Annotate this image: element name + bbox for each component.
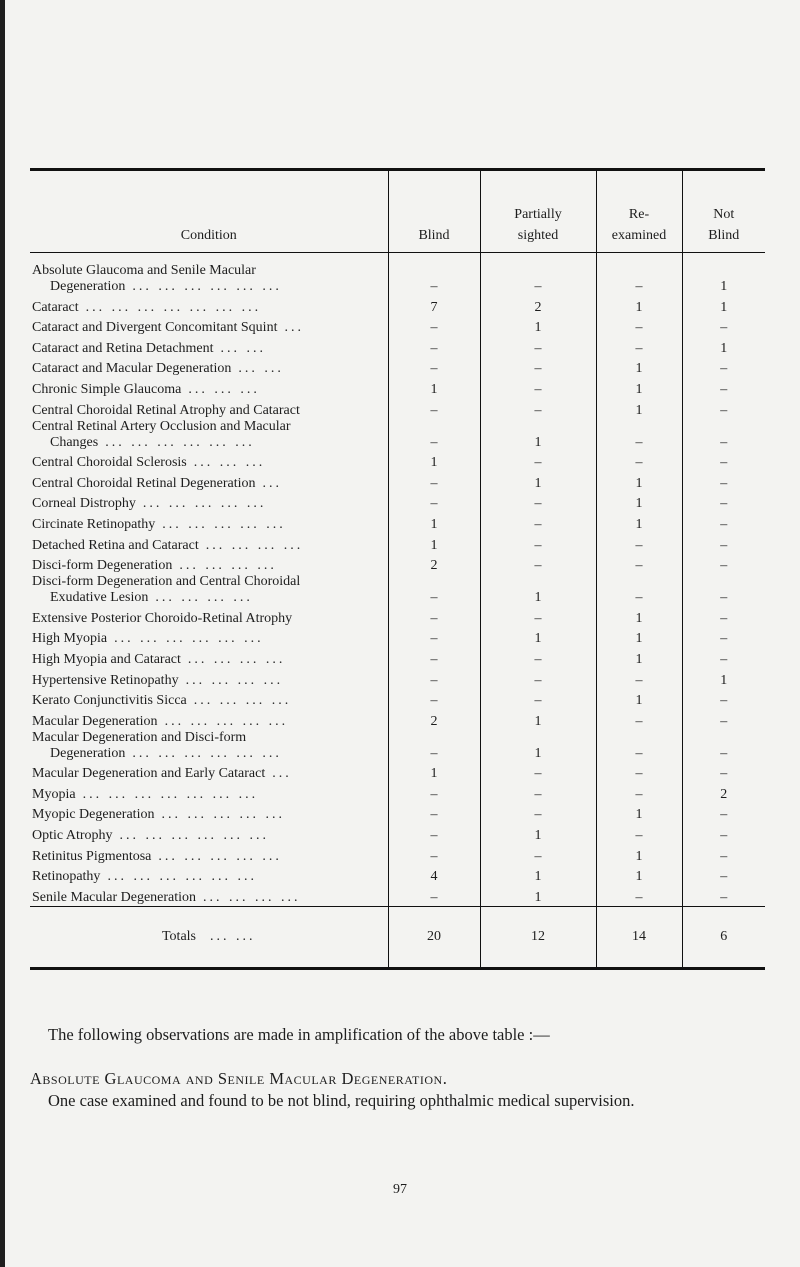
reexamined-cell: – — [596, 451, 682, 472]
table-row — [30, 357, 765, 378]
blind-cell: – — [388, 471, 480, 492]
leader-dots: ... — [272, 766, 292, 782]
header-blind: Blind — [388, 171, 480, 253]
not-blind-cell: – — [682, 865, 765, 886]
table-body — [30, 253, 765, 907]
page-edge — [0, 0, 5, 1267]
condition-cell — [30, 419, 388, 451]
not-blind-cell: – — [682, 451, 765, 472]
partially-sighted-cell: – — [480, 377, 596, 398]
condition-name: Corneal Distrophy — [32, 496, 136, 512]
partially-sighted-cell: 1 — [480, 316, 596, 337]
condition-name: Extensive Posterior Choroido-Retinal Atrophy — [32, 610, 293, 626]
reexamined-cell: 1 — [596, 357, 682, 378]
condition-cell — [30, 730, 388, 762]
partially-sighted-cell: – — [480, 554, 596, 575]
condition-name: Cataract and Divergent Concomitant Squint — [32, 320, 278, 336]
leader-dots: ... ... ... ... ... ... — [107, 869, 257, 885]
observations-intro: The following observations are made in amplification of the above table :— — [48, 1025, 550, 1044]
totals-not-blind: 6 — [682, 906, 765, 967]
condition-name: Hypertensive Retinopathy — [32, 672, 179, 688]
leader-dots: ... ... ... ... — [203, 889, 301, 905]
reexamined-cell: – — [596, 762, 682, 783]
statistics-table — [30, 168, 765, 970]
reexamined-cell: – — [596, 419, 682, 451]
leader-dots: ... ... ... ... ... ... — [114, 631, 264, 647]
leader-dots: ... ... ... ... — [193, 693, 292, 709]
not-blind-cell: – — [682, 627, 765, 648]
table-row — [30, 451, 765, 472]
condition-name: Chronic Simple Glaucoma — [32, 381, 182, 397]
not-blind-cell: – — [682, 533, 765, 554]
condition-name: Optic Atrophy — [32, 828, 113, 844]
table-row — [30, 492, 765, 513]
blind-cell: – — [388, 627, 480, 648]
condition-cell — [30, 357, 388, 378]
header-condition: Condition — [30, 171, 388, 253]
condition-name: Degeneration — [50, 745, 126, 761]
condition-cell — [30, 295, 388, 316]
partially-sighted-cell: – — [480, 844, 596, 865]
totals-blind: 20 — [388, 906, 480, 967]
table-row — [30, 885, 765, 906]
leader-dots: ... ... ... ... — [179, 558, 277, 574]
leader-dots: ... ... — [220, 340, 267, 356]
partially-sighted-cell: – — [480, 762, 596, 783]
partially-sighted-cell: 1 — [480, 627, 596, 648]
reexamined-cell: – — [596, 336, 682, 357]
reexamined-cell: 1 — [596, 844, 682, 865]
partially-sighted-cell: – — [480, 668, 596, 689]
not-blind-cell: – — [682, 823, 765, 844]
condition-cell — [30, 316, 388, 337]
reexamined-cell: – — [596, 709, 682, 730]
partially-sighted-cell: – — [480, 398, 596, 419]
partially-sighted-cell: 1 — [480, 574, 596, 606]
blind-cell: 4 — [388, 865, 480, 886]
table-row — [30, 295, 765, 316]
partially-sighted-cell: – — [480, 512, 596, 533]
not-blind-cell: – — [682, 471, 765, 492]
not-blind-cell: – — [682, 554, 765, 575]
not-blind-cell: 1 — [682, 295, 765, 316]
reexamined-cell: – — [596, 668, 682, 689]
totals-reexamined: 14 — [596, 906, 682, 967]
not-blind-cell: – — [682, 730, 765, 762]
not-blind-cell: – — [682, 647, 765, 668]
condition-cell — [30, 253, 388, 296]
leader-dots: ... ... ... ... ... — [161, 807, 285, 823]
blind-cell: 1 — [388, 451, 480, 472]
partially-sighted-cell: 1 — [480, 471, 596, 492]
reexamined-cell: – — [596, 574, 682, 606]
leader-dots: ... — [262, 475, 283, 491]
reexamined-cell: – — [596, 885, 682, 906]
not-blind-cell: – — [682, 574, 765, 606]
reexamined-cell: 1 — [596, 627, 682, 648]
leader-dots: ... ... ... ... ... — [142, 496, 267, 512]
partially-sighted-cell: 1 — [480, 730, 596, 762]
blind-cell: 2 — [388, 709, 480, 730]
blind-cell: 1 — [388, 533, 480, 554]
observations-section — [30, 1024, 770, 1112]
reexamined-cell: 1 — [596, 295, 682, 316]
table-row — [30, 782, 765, 803]
condition-line1: Central Retinal Artery Occlusion and Macular — [32, 418, 291, 434]
not-blind-cell: – — [682, 606, 765, 627]
condition-name: Myopia — [32, 786, 76, 802]
reexamined-cell: 1 — [596, 471, 682, 492]
condition-cell — [30, 398, 388, 419]
leader-dots: ... ... ... ... ... ... — [119, 828, 269, 844]
blind-cell: 7 — [388, 295, 480, 316]
table-row — [30, 627, 765, 648]
condition-cell — [30, 512, 388, 533]
blind-cell: – — [388, 253, 480, 296]
table-row — [30, 803, 765, 824]
condition-cell — [30, 844, 388, 865]
blind-cell: – — [388, 782, 480, 803]
section-heading: Absolute Glaucoma and Senile Macular Degeneration. — [30, 1069, 448, 1088]
condition-name: Cataract — [32, 299, 79, 315]
not-blind-cell: 1 — [682, 336, 765, 357]
table-row — [30, 398, 765, 419]
partially-sighted-cell: – — [480, 533, 596, 554]
condition-name: Degeneration — [50, 279, 126, 294]
reexamined-cell: – — [596, 730, 682, 762]
table-row — [30, 606, 765, 627]
table-row — [30, 762, 765, 783]
reexamined-cell: 1 — [596, 512, 682, 533]
condition-cell — [30, 865, 388, 886]
reexamined-cell: – — [596, 253, 682, 296]
leader-dots: ... — [284, 320, 304, 336]
condition-cell — [30, 689, 388, 710]
reexamined-cell: – — [596, 316, 682, 337]
condition-line1: Disci-form Degeneration and Central Choroidal — [32, 574, 301, 590]
not-blind-cell: – — [682, 357, 765, 378]
leader-dots: ... ... ... ... ... — [158, 848, 282, 864]
table-row — [30, 377, 765, 398]
condition-name: Disci-form Degeneration — [32, 558, 173, 574]
partially-sighted-cell: 1 — [480, 885, 596, 906]
not-blind-cell: – — [682, 398, 765, 419]
condition-name: Cataract and Retina Detachment — [32, 340, 214, 356]
table-row — [30, 844, 765, 865]
blind-cell: – — [388, 823, 480, 844]
not-blind-cell: – — [682, 377, 765, 398]
partially-sighted-cell: – — [480, 647, 596, 668]
partially-sighted-cell: – — [480, 782, 596, 803]
condition-cell — [30, 574, 388, 606]
table-row — [30, 668, 765, 689]
reexamined-cell: 1 — [596, 647, 682, 668]
blind-cell: – — [388, 730, 480, 762]
condition-cell — [30, 647, 388, 668]
not-blind-cell: – — [682, 709, 765, 730]
condition-name: Detached Retina and Cataract — [32, 537, 199, 553]
condition-name: Central Choroidal Sclerosis — [32, 455, 187, 471]
not-blind-cell: 2 — [682, 782, 765, 803]
condition-cell — [30, 377, 388, 398]
blind-cell: 1 — [388, 762, 480, 783]
blind-cell: – — [388, 803, 480, 824]
not-blind-cell: – — [682, 844, 765, 865]
blind-cell: – — [388, 492, 480, 513]
not-blind-cell: – — [682, 689, 765, 710]
blind-cell: – — [388, 398, 480, 419]
condition-cell — [30, 803, 388, 824]
condition-cell — [30, 782, 388, 803]
blind-cell: – — [388, 316, 480, 337]
condition-line1: Absolute Glaucoma and Senile Macular — [32, 263, 256, 278]
reexamined-cell: 1 — [596, 606, 682, 627]
table-row — [30, 336, 765, 357]
condition-cell — [30, 668, 388, 689]
condition-name: Myopic Degeneration — [32, 807, 155, 823]
leader-dots: ... ... ... ... — [155, 590, 253, 606]
partially-sighted-cell: 2 — [480, 295, 596, 316]
totals-label: Totals ... ... — [30, 906, 388, 967]
blind-cell: – — [388, 419, 480, 451]
condition-name: Retinopathy — [32, 869, 101, 885]
leader-dots: ... ... ... — [188, 381, 260, 397]
condition-cell — [30, 336, 388, 357]
not-blind-cell: – — [682, 419, 765, 451]
table-row — [30, 533, 765, 554]
blind-cell: – — [388, 844, 480, 865]
leader-dots: ... ... ... ... ... ... ... — [85, 299, 262, 315]
not-blind-cell: – — [682, 316, 765, 337]
condition-cell — [30, 554, 388, 575]
reexamined-cell: – — [596, 533, 682, 554]
partially-sighted-cell: 1 — [480, 419, 596, 451]
header-partially-sighted: Partially sighted — [480, 171, 596, 253]
partially-sighted-cell: – — [480, 606, 596, 627]
not-blind-cell: – — [682, 512, 765, 533]
reexamined-cell: – — [596, 823, 682, 844]
condition-name: Changes — [50, 434, 99, 450]
blind-cell: – — [388, 689, 480, 710]
blind-cell: – — [388, 647, 480, 668]
partially-sighted-cell: 1 — [480, 709, 596, 730]
partially-sighted-cell: 1 — [480, 823, 596, 844]
partially-sighted-cell: – — [480, 451, 596, 472]
condition-cell — [30, 471, 388, 492]
condition-name: Macular Degeneration and Early Cataract — [32, 766, 266, 782]
table-row — [30, 253, 765, 296]
reexamined-cell: 1 — [596, 865, 682, 886]
blind-cell: – — [388, 606, 480, 627]
blind-cell: – — [388, 336, 480, 357]
blind-cell: – — [388, 574, 480, 606]
table-row — [30, 865, 765, 886]
table-row — [30, 574, 765, 606]
condition-name: Retinitus Pigmentosa — [32, 848, 152, 864]
condition-line1: Macular Degeneration and Disci-form — [32, 729, 247, 745]
condition-cell — [30, 762, 388, 783]
table-row — [30, 512, 765, 533]
reexamined-cell: 1 — [596, 377, 682, 398]
condition-name: Kerato Conjunctivitis Sicca — [32, 693, 187, 709]
section-body: One case examined and found to be not blind, requiring ophthalmic medical supervision. — [48, 1091, 635, 1110]
partially-sighted-cell: – — [480, 336, 596, 357]
totals-partially-sighted: 12 — [480, 906, 596, 967]
table-row — [30, 730, 765, 762]
not-blind-cell: – — [682, 762, 765, 783]
not-blind-cell: – — [682, 492, 765, 513]
leader-dots: ... ... ... ... ... ... ... — [82, 786, 259, 802]
condition-cell — [30, 885, 388, 906]
leader-dots: ... ... ... — [193, 455, 266, 471]
condition-cell — [30, 533, 388, 554]
blind-cell: – — [388, 668, 480, 689]
table-row — [30, 647, 765, 668]
table-row — [30, 823, 765, 844]
leader-dots: ... ... ... ... — [185, 672, 284, 688]
condition-name: Senile Macular Degeneration — [32, 889, 197, 905]
condition-name: Central Choroidal Retinal Atrophy and Cataract — [32, 402, 300, 418]
reexamined-cell: 1 — [596, 492, 682, 513]
condition-cell — [30, 709, 388, 730]
condition-cell — [30, 627, 388, 648]
condition-name: Macular Degeneration — [32, 713, 158, 729]
table-row — [30, 316, 765, 337]
table-row — [30, 419, 765, 451]
reexamined-cell: – — [596, 554, 682, 575]
condition-cell — [30, 606, 388, 627]
leader-dots: ... ... ... ... ... ... — [132, 279, 282, 294]
reexamined-cell: 1 — [596, 398, 682, 419]
blind-cell: 2 — [388, 554, 480, 575]
totals-row — [30, 906, 765, 967]
leader-dots: ... ... — [238, 361, 284, 377]
not-blind-cell: 1 — [682, 668, 765, 689]
blind-cell: – — [388, 885, 480, 906]
condition-cell — [30, 492, 388, 513]
table-row — [30, 709, 765, 730]
leader-dots: ... ... ... ... ... — [164, 713, 289, 729]
not-blind-cell: – — [682, 803, 765, 824]
partially-sighted-cell: – — [480, 803, 596, 824]
reexamined-cell: 1 — [596, 803, 682, 824]
header-reexamined: Re- examined — [596, 171, 682, 253]
reexamined-cell: 1 — [596, 689, 682, 710]
condition-name: Cataract and Macular Degeneration — [32, 361, 232, 377]
blind-cell: – — [388, 357, 480, 378]
partially-sighted-cell: – — [480, 253, 596, 296]
condition-name: High Myopia — [32, 631, 108, 647]
leader-dots: ... ... ... ... ... ... — [105, 434, 255, 450]
reexamined-cell: – — [596, 782, 682, 803]
condition-name: Central Choroidal Retinal Degeneration — [32, 475, 256, 491]
blind-cell: 1 — [388, 377, 480, 398]
condition-cell — [30, 451, 388, 472]
partially-sighted-cell: – — [480, 689, 596, 710]
partially-sighted-cell: – — [480, 357, 596, 378]
leader-dots: ... ... ... ... ... ... — [132, 745, 282, 761]
page-number: 97 — [393, 1182, 407, 1197]
leader-dots: ... ... ... ... ... — [162, 516, 286, 532]
table-row — [30, 554, 765, 575]
header-not-blind: Not Blind — [682, 171, 765, 253]
leader-dots: ... ... ... ... — [205, 537, 304, 553]
not-blind-cell: – — [682, 885, 765, 906]
condition-name: High Myopia and Cataract — [32, 651, 181, 667]
condition-name: Exudative Lesion — [50, 590, 149, 606]
table-header-row — [30, 171, 765, 253]
partially-sighted-cell: – — [480, 492, 596, 513]
condition-cell — [30, 823, 388, 844]
table-row — [30, 689, 765, 710]
leader-dots: ... ... ... ... — [187, 651, 286, 667]
blind-cell: 1 — [388, 512, 480, 533]
condition-name: Circinate Retinopathy — [32, 516, 156, 532]
not-blind-cell: 1 — [682, 253, 765, 296]
partially-sighted-cell: 1 — [480, 865, 596, 886]
table-row — [30, 471, 765, 492]
